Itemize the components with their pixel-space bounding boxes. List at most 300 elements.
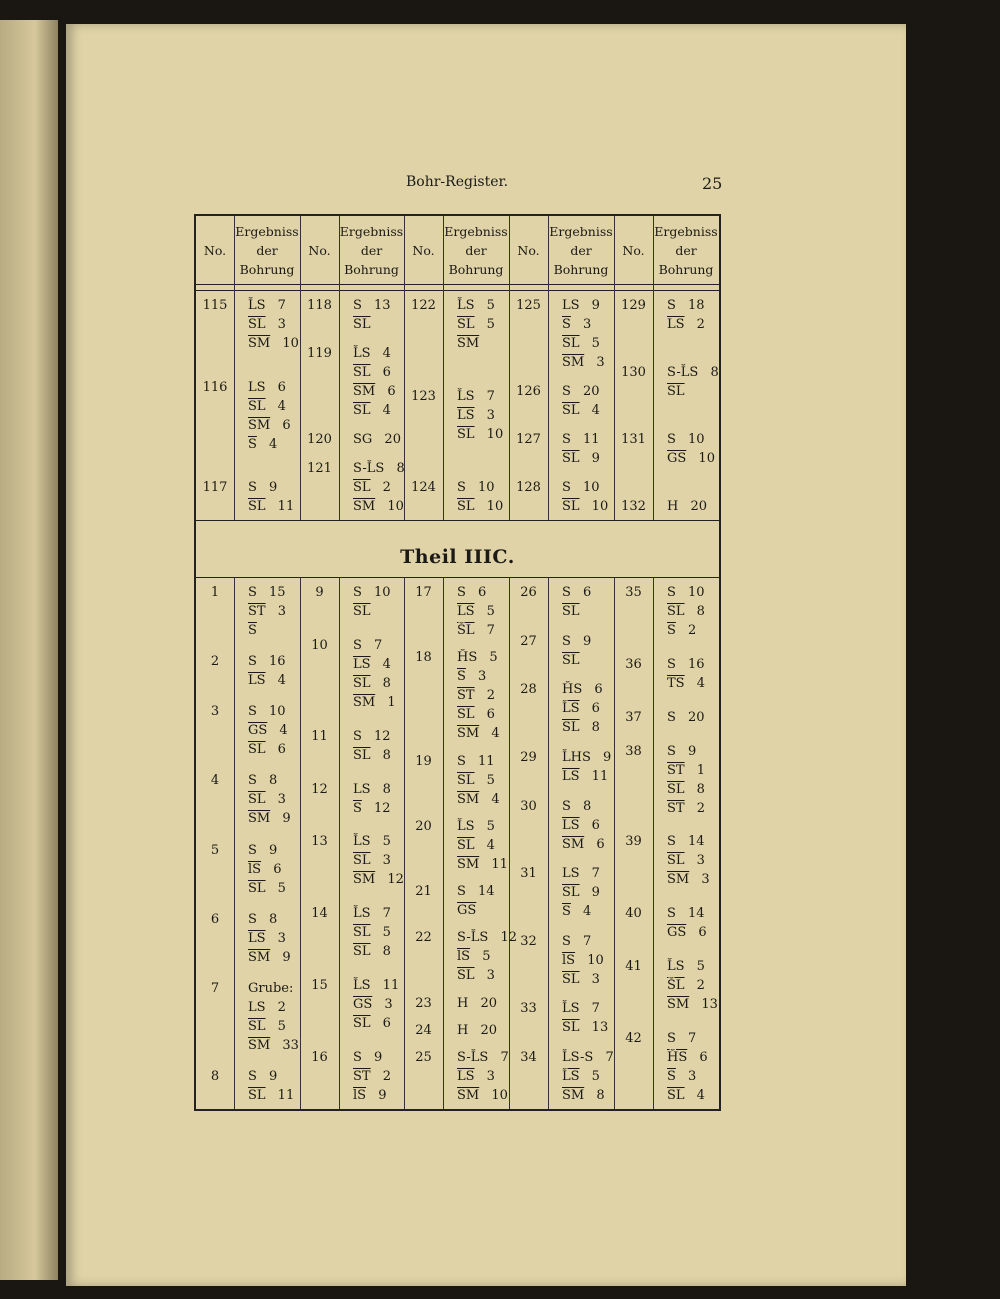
soil-layer	[562, 1001, 600, 1017]
soil-layer	[667, 744, 696, 760]
soil-layer	[667, 906, 705, 922]
soil-symbol: S	[457, 753, 466, 769]
layer-depth: 20	[476, 995, 498, 1011]
layer-depth: 4	[482, 837, 495, 853]
soil-symbol: $\overline{SM}$	[457, 791, 480, 807]
layer-depth: 9	[369, 1050, 383, 1065]
soil-symbol: $\overline{SL}$	[353, 604, 371, 619]
layer-depth: 2	[482, 688, 495, 704]
soil-symbol: $\overline{LS}$	[457, 604, 475, 619]
entry-number: 130	[621, 365, 646, 380]
soil-layer	[457, 707, 495, 723]
soil-layer	[562, 604, 580, 620]
layer-depth: 7	[601, 1050, 614, 1065]
layer-depth: 2	[692, 317, 705, 332]
soil-symbol: $\overline{S}$	[667, 623, 676, 638]
soil-layer	[457, 585, 486, 601]
soil-symbol: $\overline{SL}$	[248, 1018, 266, 1034]
layer-depth: 9	[598, 749, 612, 765]
soil-symbol: $\overline{S}$	[248, 623, 257, 638]
header-no: No.	[203, 242, 227, 258]
entry-number: 7	[210, 980, 220, 996]
soil-layer	[248, 654, 286, 670]
layer-depth: 4	[273, 673, 286, 689]
layer-depth: 3	[578, 317, 592, 332]
soil-symbol: $\overline{S}$	[667, 1069, 676, 1084]
soil-layer	[562, 972, 600, 988]
layer-depth: 2	[273, 999, 286, 1015]
table-rule	[196, 577, 719, 578]
layer-depth: 10	[587, 499, 609, 514]
soil-layer	[248, 317, 286, 333]
soil-symbol: $\overline{SL}$	[562, 403, 580, 418]
soil-symbol: S	[457, 480, 466, 495]
soil-layer	[667, 801, 705, 817]
layer-depth: 8	[578, 798, 592, 814]
soil-symbol: $\overline{LS}$	[562, 768, 580, 784]
soil-layer	[457, 688, 495, 704]
layer-depth: 20	[683, 709, 705, 725]
soil-symbol: S	[248, 842, 257, 858]
soil-layer	[562, 885, 600, 901]
layer-depth: 6	[695, 1050, 708, 1065]
soil-symbol: $\overline{SL}$	[353, 365, 371, 380]
layer-depth: 8	[692, 781, 705, 797]
soil-symbol: $\overline{SL}$	[248, 317, 266, 332]
layer-depth: 10	[473, 480, 495, 495]
soil-layer	[667, 1050, 708, 1066]
soil-symbol: L̆S	[562, 1069, 580, 1084]
layer-depth: 5	[587, 1069, 600, 1084]
soil-layer	[248, 418, 291, 434]
entry-number: 10	[311, 637, 328, 653]
layer-depth: 5	[378, 925, 391, 941]
soil-symbol: $\overline{S}$	[353, 800, 362, 816]
soil-layer	[562, 1069, 600, 1085]
entry-number: 2	[210, 654, 220, 670]
soil-symbol: S	[353, 1050, 362, 1065]
layer-depth: 11	[587, 768, 609, 784]
soil-layer	[248, 499, 294, 515]
layer-depth: 3	[273, 604, 286, 619]
layer-depth: 18	[683, 298, 705, 313]
layer-depth: 7	[369, 637, 383, 653]
soil-symbol: $\overline{SL}$	[457, 772, 475, 788]
layer-depth: 9	[278, 949, 291, 965]
soil-layer	[353, 384, 396, 400]
book-page	[66, 24, 906, 1286]
soil-symbol: $\overline{SM}$	[353, 694, 376, 710]
soil-layer	[353, 1050, 382, 1066]
layer-depth: 13	[587, 1020, 609, 1036]
layer-depth: 6	[587, 817, 600, 833]
soil-symbol: $\overline{SL}$	[248, 398, 266, 414]
soil-symbol: SG	[353, 432, 373, 447]
layer-depth: 16	[264, 654, 286, 670]
soil-layer	[248, 704, 286, 720]
soil-layer	[457, 838, 495, 854]
layer-depth: 8	[378, 747, 391, 763]
entry-number: 28	[520, 682, 537, 698]
soil-symbol: $\overline{ST}$	[353, 1069, 371, 1084]
soil-symbol: S̆L	[457, 623, 475, 638]
soil-symbol: S	[667, 585, 676, 600]
soil-layer	[457, 996, 497, 1012]
soil-symbol: $\overline{SM}$	[667, 997, 690, 1013]
soil-layer	[667, 384, 685, 400]
soil-symbol: $\overline{S}$	[562, 317, 571, 332]
soil-layer	[248, 437, 277, 453]
entry-number: 131	[621, 432, 646, 447]
soil-symbol: S	[457, 585, 466, 600]
layer-depth: 9	[587, 451, 600, 466]
soil-symbol: $\overline{SM}$	[353, 499, 376, 514]
entry-number: 32	[520, 933, 537, 949]
soil-symbol: S	[562, 432, 571, 447]
soil-symbol: $\overline{GS}$	[353, 997, 373, 1013]
soil-layer	[353, 638, 382, 654]
soil-layer	[562, 653, 580, 669]
layer-depth: 20	[380, 432, 401, 447]
entry-number: 36	[625, 656, 642, 672]
soil-layer	[248, 298, 286, 314]
entry-number: 24	[415, 1022, 432, 1038]
layer-depth: 1	[692, 762, 705, 778]
soil-layer	[353, 729, 391, 745]
soil-layer	[457, 650, 498, 666]
layer-depth: 2	[378, 480, 391, 495]
soil-symbol: $\overline{SL}$	[248, 880, 266, 896]
soil-layer	[562, 403, 600, 419]
soil-symbol: $\overline{LS}$	[353, 656, 371, 672]
layer-depth: 10	[278, 336, 299, 351]
layer-depth: 2	[692, 978, 705, 994]
entry-number: 9	[315, 585, 324, 600]
table-rule	[196, 290, 719, 291]
soil-layer	[457, 480, 495, 496]
soil-layer	[562, 298, 600, 314]
entry-number: 122	[411, 298, 436, 313]
layer-depth: 10	[264, 704, 286, 720]
soil-layer	[353, 782, 391, 798]
layer-depth: 12	[496, 930, 518, 946]
layer-depth: 20	[476, 1022, 498, 1038]
soil-layer	[457, 298, 495, 314]
entry-number: 26	[520, 585, 537, 600]
column-rule	[509, 577, 510, 1109]
entry-number: 121	[307, 461, 332, 476]
soil-symbol: L̆S	[562, 701, 580, 717]
soil-symbol: $\overline{SM}$	[457, 856, 480, 872]
column-rule	[548, 577, 549, 1109]
soil-layer	[562, 384, 600, 400]
soil-layer	[457, 903, 476, 919]
soil-symbol: $\overline{SL}$	[353, 944, 371, 960]
soil-symbol: S	[353, 585, 362, 600]
soil-layer	[667, 451, 715, 467]
layer-depth: 10	[694, 451, 715, 466]
layer-depth: 6	[482, 707, 495, 723]
soil-symbol: LS	[248, 999, 266, 1015]
entry-number: 14	[311, 906, 328, 922]
soil-layer	[667, 959, 705, 975]
page-header	[66, 174, 906, 196]
soil-symbol: S	[248, 1069, 257, 1084]
header-no: No.	[517, 242, 540, 258]
soil-symbol: S	[353, 298, 362, 313]
soil-layer	[667, 432, 705, 448]
soil-symbol: $\overline{ST}$	[457, 688, 475, 704]
layer-depth: 3	[683, 1069, 697, 1084]
soil-layer	[248, 742, 286, 758]
layer-depth: 3	[697, 872, 710, 888]
layer-depth: 2	[683, 623, 697, 638]
header-result	[653, 216, 719, 284]
soil-layer	[353, 872, 404, 888]
layer-depth: 14	[473, 884, 495, 899]
layer-depth: 7	[587, 1001, 600, 1017]
soil-layer	[457, 819, 495, 835]
soil-layer	[248, 981, 293, 997]
entry-number: 13	[311, 834, 328, 850]
soil-layer	[562, 953, 604, 969]
layer-depth: 5	[482, 604, 495, 619]
soil-symbol: L̆S	[457, 389, 475, 404]
soil-layer	[353, 748, 391, 764]
soil-layer	[353, 432, 401, 448]
layer-depth: 4	[692, 675, 705, 691]
entry-number: 3	[210, 704, 220, 720]
soil-layer	[457, 930, 517, 946]
soil-layer	[562, 499, 608, 515]
layer-depth: 9	[578, 633, 592, 649]
header-no: No.	[412, 242, 435, 258]
layer-depth: 9	[587, 298, 600, 313]
entry-number: 8	[210, 1069, 220, 1084]
layer-depth: 10	[482, 427, 504, 442]
entry-number: 31	[520, 866, 537, 882]
soil-symbol: $\overline{GS}$	[667, 925, 687, 941]
soil-layer	[457, 1050, 509, 1066]
soil-layer	[562, 837, 605, 853]
soil-layer	[353, 695, 396, 711]
entry-number: 126	[516, 384, 541, 399]
soil-symbol: $\overline{GS}$	[667, 451, 687, 466]
layer-depth: 13	[697, 997, 718, 1013]
layer-depth: 8	[378, 781, 391, 797]
layer-depth: 6	[383, 384, 396, 399]
soil-layer	[248, 843, 277, 859]
soil-layer	[667, 763, 705, 779]
soil-symbol: $\overline{SL}$	[457, 317, 475, 332]
entry-number: 27	[520, 633, 537, 649]
soil-symbol: $\overline{LS}$	[457, 1069, 475, 1084]
soil-layer	[562, 682, 603, 698]
layer-depth: 6	[378, 1016, 391, 1032]
entry-number: 34	[520, 1050, 537, 1065]
layer-depth: 11	[273, 1088, 295, 1103]
layer-depth: 10	[583, 952, 604, 968]
layer-depth: 10	[683, 585, 705, 600]
layer-depth: 4	[275, 723, 288, 739]
soil-layer	[248, 950, 291, 966]
page-number: 25	[702, 174, 723, 193]
soil-layer	[248, 380, 286, 396]
layer-depth: 9	[264, 480, 278, 495]
running-head: Bohr-Register.	[406, 174, 509, 190]
soil-symbol: S	[353, 637, 362, 653]
soil-layer	[248, 881, 286, 897]
entry-number: 128	[516, 480, 541, 495]
header-no: No.	[308, 242, 331, 258]
soil-symbol: L̆S	[353, 346, 371, 361]
soil-layer	[353, 925, 391, 941]
soil-layer	[667, 676, 705, 692]
soil-layer	[457, 1023, 497, 1039]
layer-depth: 8	[264, 773, 278, 789]
soil-symbol: L̆S	[667, 959, 685, 975]
entry-number: 129	[621, 298, 646, 313]
soil-layer	[353, 1088, 386, 1104]
entry-number: 127	[516, 432, 541, 447]
soil-layer	[562, 336, 600, 352]
header-no: No.	[622, 242, 645, 258]
layer-depth: 9	[278, 811, 291, 827]
soil-layer	[562, 451, 600, 467]
soil-symbol: $\overline{SL}$	[353, 675, 371, 691]
layer-depth: 3	[380, 997, 393, 1013]
soil-symbol: S-L̆S	[353, 461, 385, 476]
soil-symbol: $\overline{SL}$	[562, 499, 580, 514]
soil-symbol: $\overline{S}$	[248, 436, 257, 452]
layer-depth: 3	[482, 1069, 495, 1084]
entry-number: 117	[202, 480, 228, 495]
soil-symbol: $\overline{SL}$	[457, 968, 475, 984]
soil-layer	[353, 944, 391, 960]
soil-layer	[248, 673, 286, 689]
soil-symbol: S	[562, 633, 571, 649]
layer-depth: 4	[578, 904, 592, 920]
layer-depth: 4	[378, 656, 391, 672]
soil-layer	[248, 480, 277, 496]
soil-symbol: $\overline{SL}$	[248, 1088, 266, 1103]
soil-symbol: $\overline{LS}$	[248, 930, 266, 946]
soil-symbol: S	[667, 709, 676, 725]
column-rule	[339, 577, 340, 1109]
entry-number: 16	[311, 1050, 328, 1065]
entry-number: 124	[411, 480, 436, 495]
header-result	[443, 216, 509, 284]
soil-layer	[457, 1069, 495, 1085]
soil-symbol: $\overline{SL}$	[457, 499, 475, 514]
layer-depth: 9	[587, 885, 600, 901]
soil-symbol: $\overline{SL}$	[562, 885, 580, 901]
soil-layer	[667, 604, 705, 620]
soil-layer	[667, 872, 710, 888]
soil-symbol: S	[562, 933, 571, 949]
soil-symbol: $\overline{SM}$	[248, 949, 271, 965]
header-result	[339, 216, 404, 284]
soil-symbol: LS	[353, 781, 371, 797]
layer-depth: 7	[482, 389, 495, 404]
header-result	[548, 216, 614, 284]
soil-symbol: $\overline{SL}$	[457, 707, 475, 723]
header-result-line: Ergebniss	[444, 223, 508, 239]
header-result-line: Bohrung	[239, 261, 295, 277]
soil-layer	[667, 623, 696, 639]
layer-depth: 4	[487, 791, 500, 807]
soil-symbol: L̆S	[353, 906, 371, 922]
soil-symbol: $\overline{SL}$	[353, 317, 371, 332]
layer-depth: 4	[378, 346, 391, 361]
soil-symbol: $\overline{TS}$	[667, 675, 685, 691]
header-result-line: der	[675, 242, 697, 258]
layer-depth: 6	[273, 379, 286, 395]
entry-number: 40	[625, 906, 642, 922]
layer-depth: 7	[578, 933, 592, 949]
soil-symbol: $\overline{GS}$	[457, 903, 477, 918]
soil-layer	[562, 1020, 608, 1036]
bohr-register-table	[194, 214, 721, 1111]
soil-layer	[248, 1069, 277, 1085]
soil-symbol: $\overline{ST}$	[667, 800, 685, 816]
layer-depth: 9	[264, 1069, 278, 1084]
layer-depth: 4	[378, 403, 391, 418]
layer-depth: 5	[273, 1018, 286, 1034]
header-result-line: Bohrung	[553, 261, 609, 277]
soil-layer	[562, 750, 611, 766]
soil-symbol: S̆L	[667, 978, 685, 994]
soil-symbol: $\overline{SL}$	[667, 781, 685, 797]
layer-depth: 5	[482, 317, 495, 332]
layer-depth: 5	[587, 336, 600, 351]
soil-layer	[248, 1088, 294, 1104]
soil-layer	[562, 904, 591, 920]
soil-layer	[353, 997, 393, 1013]
soil-symbol: S	[353, 728, 362, 744]
soil-layer	[248, 1019, 286, 1035]
entry-number: 11	[311, 728, 328, 744]
soil-layer	[457, 389, 495, 405]
facing-page-edge	[0, 20, 58, 1280]
soil-symbol: H̆S	[457, 650, 478, 666]
soil-layer	[562, 720, 600, 736]
soil-layer	[353, 676, 391, 692]
header-result-line: Bohrung	[658, 261, 714, 277]
layer-depth: 12	[369, 728, 391, 744]
soil-layer	[353, 853, 391, 869]
entry-number: 25	[415, 1050, 432, 1065]
soil-symbol: $\overline{ST}$	[248, 604, 266, 619]
soil-symbol: $\overline{lS}$	[248, 861, 262, 877]
layer-depth: 8	[706, 365, 719, 380]
layer-depth: 8	[264, 911, 278, 927]
soil-layer	[353, 906, 391, 922]
entry-number: 39	[625, 834, 642, 850]
soil-symbol: S	[248, 911, 257, 927]
soil-symbol: $\overline{LS}$	[562, 817, 580, 833]
soil-symbol: $\overline{SL}$	[667, 853, 685, 869]
soil-symbol: $\overline{SM}$	[248, 336, 271, 351]
layer-depth: 9	[683, 743, 697, 759]
layer-depth: 6	[473, 585, 487, 600]
soil-layer	[667, 585, 705, 601]
layer-depth: 4	[264, 436, 278, 452]
soil-layer	[248, 1038, 299, 1054]
soil-symbol: $\overline{SL}$	[457, 837, 475, 853]
soil-symbol: $\overline{ST}$	[667, 762, 685, 778]
soil-symbol: S-L̆S	[667, 365, 699, 380]
